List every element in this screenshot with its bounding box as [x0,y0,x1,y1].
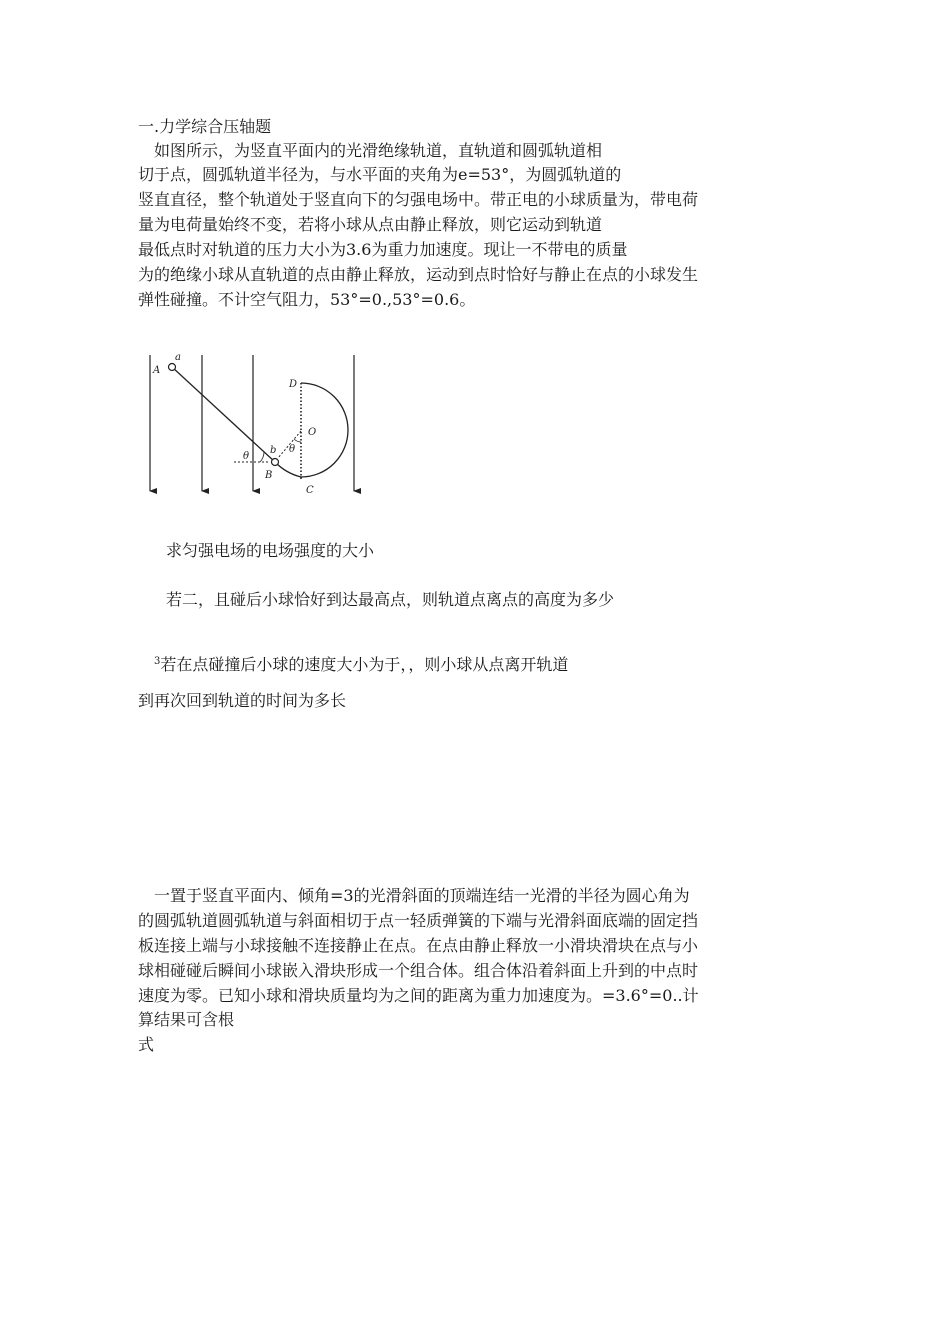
label-C: C [306,485,314,496]
label-a: a [175,352,181,363]
problem2-text-line: 速度为零。已知小球和滑块质量均为之间的距离为重力加速度为。=3.6°=0..计 [138,986,699,1005]
label-b: b [270,445,277,456]
question-1: 求匀强电场的电场强度的大小 [166,541,375,560]
ball-b [272,459,279,466]
straight-track [172,367,275,462]
label-theta-right: θ [289,444,296,455]
question-3-text: 若在点碰撞后小球的速度大小为于，，则小球从点离开轨道 [160,655,569,674]
problem1-text-line: 切于点，圆弧轨道半径为，与水平面的夹角为e=53°，为圆弧轨道的 [138,165,622,184]
label-theta-left: θ [243,451,250,462]
problem1-text-line: 如图所示，为竖直平面内的光滑绝缘轨道，直轨道和圆弧轨道相 [154,141,603,160]
label-O: O [308,427,317,438]
problem2-text-line: 一置于竖直平面内、倾角=3的光滑斜面的顶端连结一光滑的半径为圆心角为 [154,886,690,905]
problem1-text-line: 为的绝缘小球从直轨道的点由静止释放，运动到点时恰好与静止在点的小球发生 [138,265,699,284]
question-3-marker: 3 [154,656,161,667]
label-B: B [265,470,273,481]
section-heading: 一.力学综合压轴题 [138,117,272,136]
problem2-text-line: 板连接上端与小球接触不连接静止在点。在点由静止释放一小滑块滑块在点与小 [138,936,699,955]
question-2: 若二，且碰后小球恰好到达最高点，则轨道点离点的高度为多少 [166,590,615,609]
label-D: D [289,379,298,390]
problem2-text-line: 球相碰碰后瞬间小球嵌入滑块形成一个组合体。组合体沿着斜面上升到的中点时 [138,961,699,980]
problem2-text-line: 式 [138,1035,155,1054]
ball-a [169,364,176,371]
angle-arc-left [260,452,264,462]
angle-arc-right [294,439,301,442]
problem1-text-line: 最低点时对轨道的压力大小为3.6为重力加速度。现让一不带电的质量 [138,240,628,259]
question-3-line1 [154,652,568,675]
problem2-text-line: 算结果可含根 [138,1010,235,1029]
problem1-text-line: 弹性碰撞。不计空气阻力，53°=0.,53°=0.6。 [138,290,476,309]
label-A: A [153,365,161,376]
problem2-text-line: 的圆弧轨道圆弧轨道与斜面相切于点一轻质弹簧的下端与光滑斜面底端的固定挡 [138,911,699,930]
question-3-line2: 到再次回到轨道的时间为多长 [138,691,347,710]
track-diagram [138,345,374,500]
problem1-text-line: 竖直直径，整个轨道处于竖直向下的匀强电场中。带正电的小球质量为，带电荷 [138,190,699,209]
problem1-text-line: 量为电荷量始终不变，若将小球从点由静止释放，则它运动到轨道 [138,215,603,234]
